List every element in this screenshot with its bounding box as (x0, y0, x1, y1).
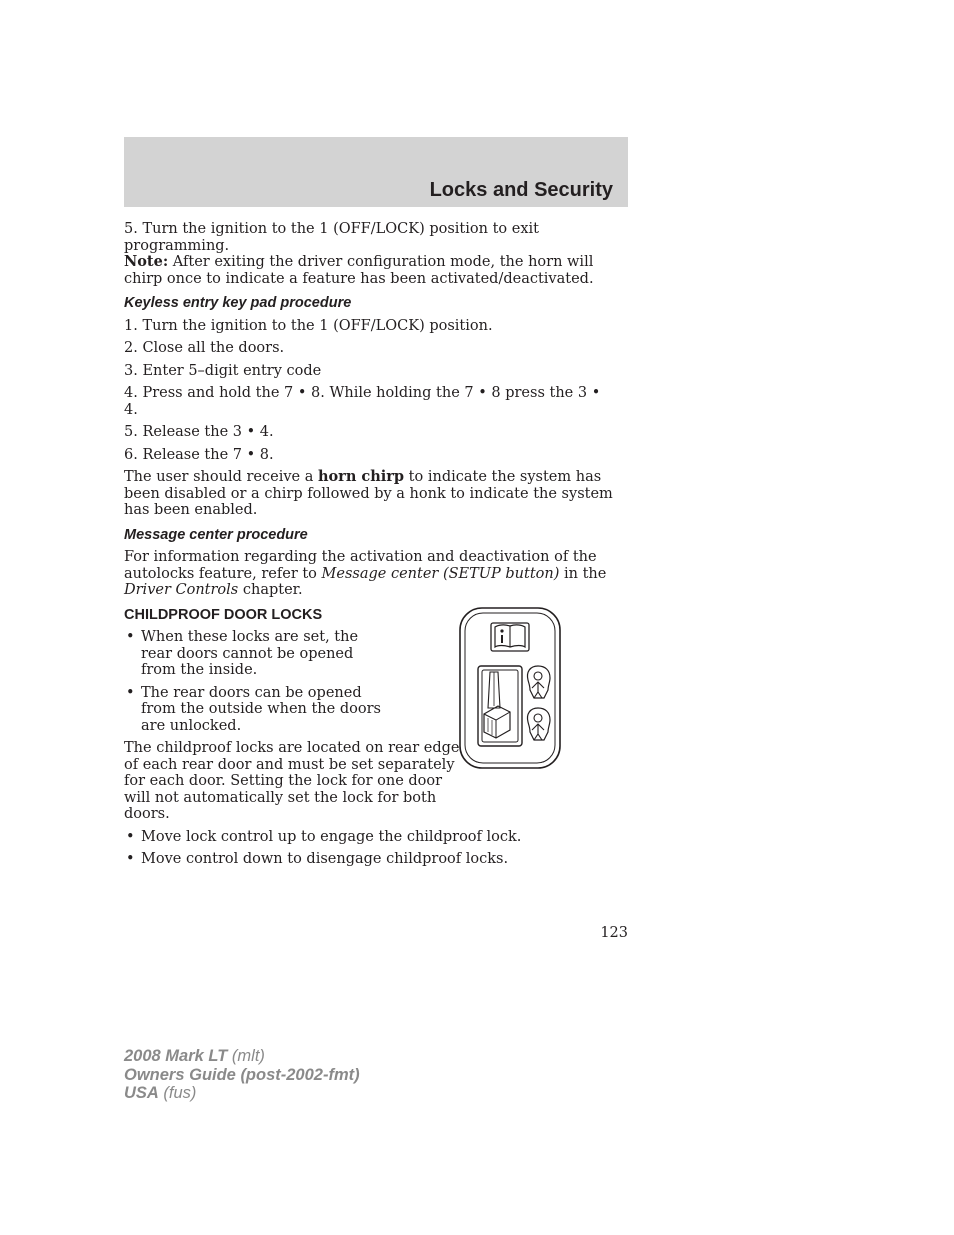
keyless-result: The user should receive a horn chirp to indicate the system has been disabled or a chirp followed by a honk to indicate the system has been enabled. (124, 468, 613, 518)
childproof-heading: CHILDPROOF DOOR LOCKS (124, 606, 323, 623)
childproof-lock-drawing (458, 606, 562, 770)
page-number: 123 (600, 925, 628, 941)
horn-chirp-term: horn chirp (317, 468, 405, 485)
message-center-heading: Message center procedure (124, 526, 308, 543)
note-text: After exiting the driver configuration mode, the horn will chirp once to indicate a feature has been activated/deactivated. (124, 254, 594, 287)
footer-line: 2008 Mark LT (mlt) (124, 1047, 265, 1065)
childproof-bullet: • When these locks are set, the rear doors cannot be opened from the inside. (124, 629, 386, 679)
childproof-location-text: The childproof locks are located on rear edge of each rear door and must be set separately for each door. Setting the lock for one door will not automatically set the lock for both doors. (124, 740, 460, 822)
keyless-step: 3. Enter 5–digit entry code (124, 362, 322, 379)
note-label: Note: (124, 253, 169, 270)
footer-line: Owners Guide (post-2002-fmt) (124, 1065, 360, 1084)
section-header-band (124, 137, 628, 207)
childproof-bullet: • Move control down to disengage childproof locks. (124, 851, 614, 868)
childproof-bullet: • Move lock control up to engage the childproof lock. (124, 829, 614, 846)
intro-step: 5. Turn the ignition to the 1 (OFF/LOCK) position to exit programming. (124, 221, 539, 254)
keyless-heading: Keyless entry key pad procedure (124, 295, 352, 311)
document-footer (124, 1047, 360, 1103)
message-center-paragraph: For information regarding the activation and deactivation of the autolocks feature, refer to Message center (SETUP button) in the Driver Controls chapter. (124, 549, 607, 598)
childproof-lock-illustration (458, 606, 562, 770)
keyless-step: 5. Release the 3 • 4. (124, 424, 274, 440)
keyless-step: 6. Release the 7 • 8. (124, 446, 274, 463)
intro-paragraph (124, 221, 614, 287)
childproof-bullet: • The rear doors can be opened from the outside when the doors are unlocked. (124, 685, 386, 735)
footer-line: USA (fus) (124, 1084, 197, 1102)
keyless-step: 2. Close all the doors. (124, 340, 285, 356)
section-title: Locks and Security (429, 179, 613, 201)
message-center-reference: Message center (SETUP button) (321, 565, 560, 582)
keyless-step: 1. Turn the ignition to the 1 (OFF/LOCK) position. (124, 317, 493, 334)
driver-controls-reference: Driver Controls (124, 582, 239, 598)
keyless-step: 4. Press and hold the 7 • 8. While holding the 7 • 8 press the 3 • 4. (124, 385, 601, 418)
page-content (124, 221, 614, 874)
